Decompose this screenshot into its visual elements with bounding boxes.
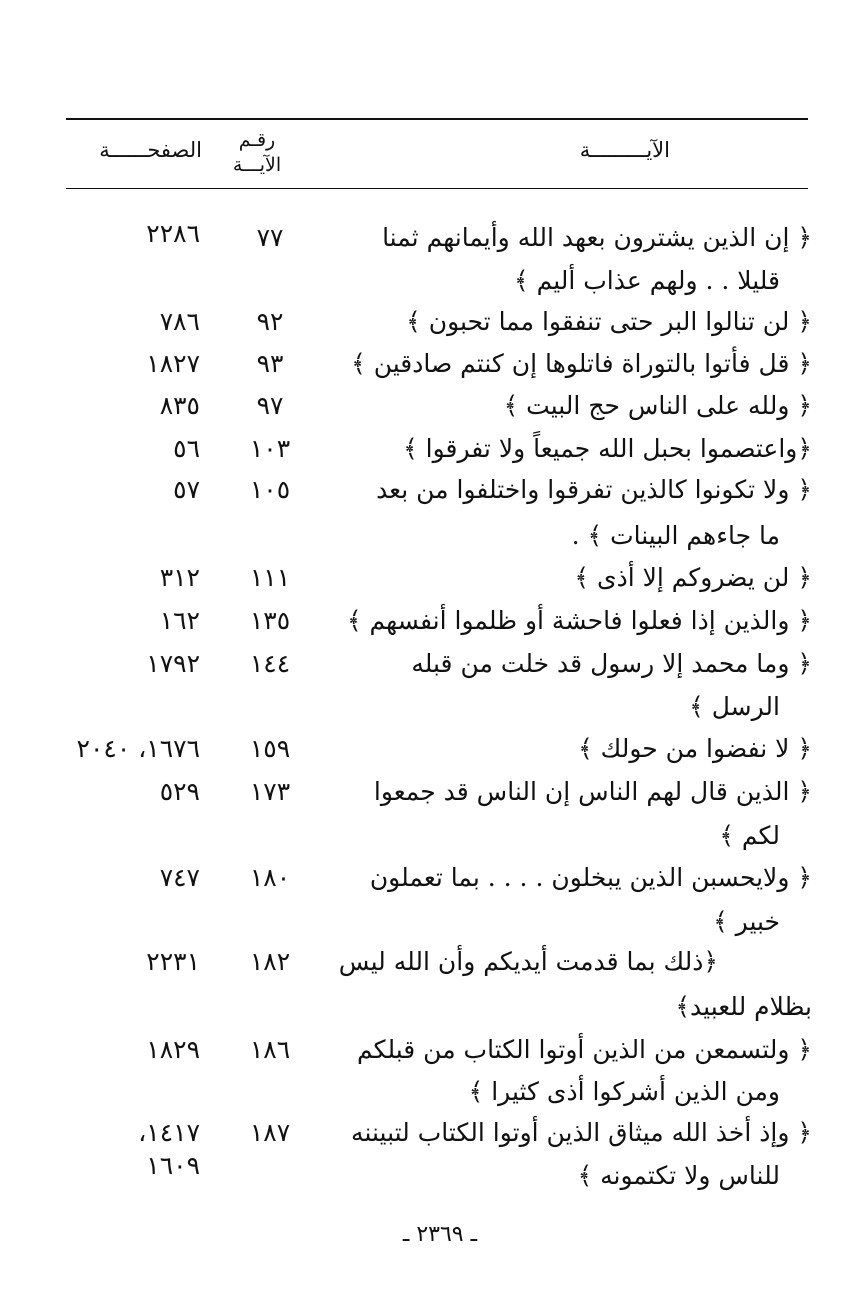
page-reference: ١٦٧٦، ٢٠٤٠ bbox=[76, 734, 200, 763]
page-reference: ٧٨٦ bbox=[159, 307, 200, 336]
verse-text-line: بظلام للعبيد﴾ bbox=[675, 992, 812, 1021]
verse-number: ١٠٥ bbox=[249, 475, 291, 504]
page-reference: ١٤١٧، bbox=[138, 1118, 200, 1147]
verse-text-line: ﴿ لن يضروكم إلا أذى ﴾ bbox=[574, 563, 812, 592]
verse-text-line: قليلا . . ولهم عذاب أليم ﴾ bbox=[513, 266, 780, 295]
verse-text-line: ﴿ وإذ أخذ الله ميثاق الذين أوتوا الكتاب لتبيننه bbox=[351, 1118, 812, 1147]
verse-number: ١٣٥ bbox=[249, 606, 291, 635]
page-reference: ٥٧ bbox=[173, 475, 200, 504]
verse-text-line: ﴿ وما محمد إلا رسول قد خلت من قبله bbox=[411, 649, 812, 678]
verse-number: ١٠٣ bbox=[249, 434, 291, 463]
page-reference: ٢٢٣١ bbox=[146, 947, 200, 976]
verse-text-line: خبير ﴾ bbox=[713, 907, 780, 936]
verse-text-line: ﴿ الذين قال لهم الناس إن الناس قد جمعوا bbox=[373, 777, 812, 806]
verse-text-line: ومن الذين أشركوا أذى كثيرا ﴾ bbox=[468, 1077, 780, 1106]
verse-number: ١٤٤ bbox=[249, 649, 291, 678]
verse-number-column-header bbox=[222, 128, 292, 178]
verse-text-line: ﴿ ولايحسبن الذين يبخلون . . . . بما تعملون bbox=[369, 863, 812, 892]
verse-number: ١٨٦ bbox=[249, 1035, 291, 1064]
page-reference: ١٨٢٩ bbox=[146, 1035, 200, 1064]
verse-text-line: ﴿ إن الذين يشترون بعهد الله وأيمانهم ثمنا bbox=[382, 223, 812, 252]
verse-text-line: ﴿ ولا تكونوا كالذين تفرقوا واختلفوا من بعد bbox=[376, 475, 812, 504]
verse-text-line: الرسل ﴾ bbox=[689, 692, 780, 721]
verse-text-line: ﴿واعتصموا بحبل الله جميعاً ولا تفرقوا ﴾ bbox=[403, 434, 812, 463]
verse-number: ١٨٧ bbox=[249, 1118, 291, 1147]
table-header-rule bbox=[66, 188, 808, 189]
verse-number: ٩٧ bbox=[256, 391, 284, 420]
verse-text-line: ﴿ قل فأتوا بالتوراة فاتلوها إن كنتم صادقين ﴾ bbox=[351, 349, 812, 378]
verse-text-line: ﴿ لا نفضوا من حولك ﴾ bbox=[578, 734, 812, 763]
verse-text-line: ﴿ والذين إذا فعلوا فاحشة أو ظلموا أنفسهم ﴾ bbox=[346, 606, 812, 635]
verse-number: ٧٧ bbox=[256, 223, 284, 252]
verse-column-header: الآيـــــــــة bbox=[579, 138, 670, 162]
page-reference: ٣١٢ bbox=[159, 563, 200, 592]
page-reference: ١٦٠٩ bbox=[146, 1151, 200, 1180]
verse-number: ٩٢ bbox=[256, 307, 284, 336]
page-reference: ١٦٢ bbox=[159, 606, 200, 635]
verse-number: ١٨٢ bbox=[249, 947, 291, 976]
page-number: ـ ٢٣٦٩ ـ bbox=[402, 1222, 478, 1247]
page-reference: ٧٤٧ bbox=[159, 863, 200, 892]
page-reference: ١٧٩٢ bbox=[146, 649, 200, 678]
verse-number: ١١١ bbox=[249, 563, 291, 592]
verse-text-line: ﴿ ولتسمعن من الذين أوتوا الكتاب من قبلكم bbox=[357, 1035, 812, 1064]
verse-number-header-line1: رقـم bbox=[238, 129, 276, 151]
table-top-rule bbox=[66, 118, 808, 120]
verse-number: ١٧٣ bbox=[249, 777, 291, 806]
verse-number: ٩٣ bbox=[256, 349, 284, 378]
verse-number-header-line2: الآيـــة bbox=[232, 154, 282, 176]
verse-text-line: ﴿ذلك بما قدمت أيديكم وأن الله ليس bbox=[338, 947, 718, 976]
verse-text-line: ﴿ لن تنالوا البر حتى تنفقوا مما تحبون ﴾ bbox=[406, 307, 812, 336]
page-column-header: الصفحــــــة bbox=[99, 138, 202, 162]
page-reference: ٥٦ bbox=[173, 434, 200, 463]
verse-text-line: للناس ولا تكتمونه ﴾ bbox=[577, 1161, 780, 1190]
page-reference: ٥٢٩ bbox=[159, 777, 200, 806]
verse-text-line: ما جاءهم البينات ﴾ . bbox=[571, 521, 780, 550]
verse-number: ١٥٩ bbox=[249, 734, 291, 763]
page-reference: ٢٢٨٦ bbox=[146, 219, 200, 248]
verse-number: ١٨٠ bbox=[249, 863, 291, 892]
verse-text-line: لكم ﴾ bbox=[719, 821, 780, 850]
page-reference: ١٨٢٧ bbox=[146, 349, 200, 378]
page-reference: ٨٣٥ bbox=[159, 391, 200, 420]
verse-text-line: ﴿ ولله على الناس حج البيت ﴾ bbox=[503, 391, 812, 420]
